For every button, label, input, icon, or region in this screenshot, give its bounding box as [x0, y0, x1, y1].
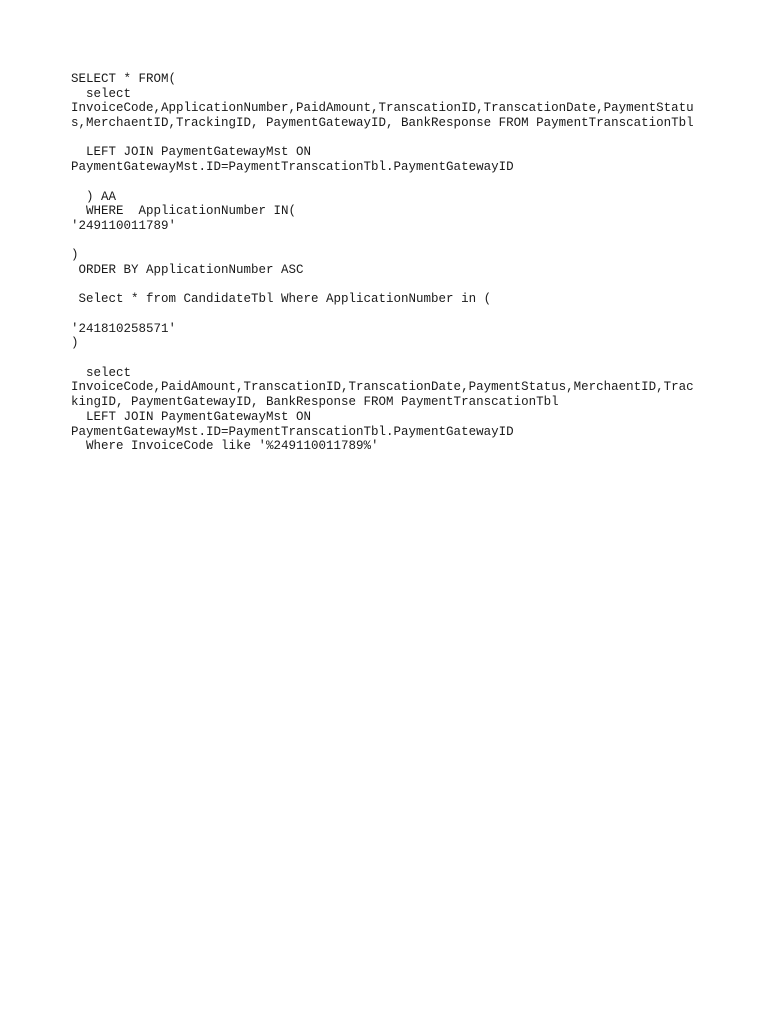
text-line: ) — [71, 248, 79, 263]
text-line: InvoiceCode,ApplicationNumber,PaidAmount,TranscationID,TranscationDate,PaymentStatu — [71, 101, 694, 116]
text-line: '249110011789' — [71, 218, 177, 233]
blank-line — [71, 131, 711, 146]
text-line: PaymentGatewayMst.ID=PaymentTranscationTbl.PaymentGatewayID — [71, 160, 514, 175]
text-line: WHERE ApplicationNumber IN( — [71, 204, 297, 219]
text-line: Where InvoiceCode like '%249110011789%' — [71, 439, 379, 454]
text-line: kingID, PaymentGatewayID, BankResponse FROM PaymentTranscationTbl — [71, 395, 559, 410]
blank-line — [71, 307, 711, 322]
text-line: select — [71, 365, 132, 380]
text-line: ) AA — [71, 189, 117, 204]
blank-line — [71, 175, 711, 190]
text-line: s,MerchaentID,TrackingID, PaymentGatewayID, BankResponse FROM PaymentTranscationTbl — [71, 116, 694, 131]
text-line: '241810258571' — [71, 321, 177, 336]
text-line: PaymentGatewayMst.ID=PaymentTranscationTbl.PaymentGatewayID — [71, 424, 514, 439]
text-line: select — [71, 86, 132, 101]
blank-line — [71, 351, 711, 366]
text-line: LEFT JOIN PaymentGatewayMst ON — [71, 145, 312, 160]
text-line: Select * from CandidateTbl Where ApplicationNumber in ( — [71, 292, 492, 307]
text-line: SELECT * FROM( — [71, 72, 177, 86]
text-line: ORDER BY ApplicationNumber ASC — [71, 262, 304, 277]
text-line: ) — [71, 336, 79, 351]
text-line: LEFT JOIN PaymentGatewayMst ON — [71, 409, 312, 424]
text-line: InvoiceCode,PaidAmount,TranscationID,TranscationDate,PaymentStatus,MerchaentID,Trac — [71, 380, 694, 395]
blank-line — [71, 234, 711, 249]
sql-text-block — [71, 72, 711, 454]
blank-line — [71, 278, 711, 293]
